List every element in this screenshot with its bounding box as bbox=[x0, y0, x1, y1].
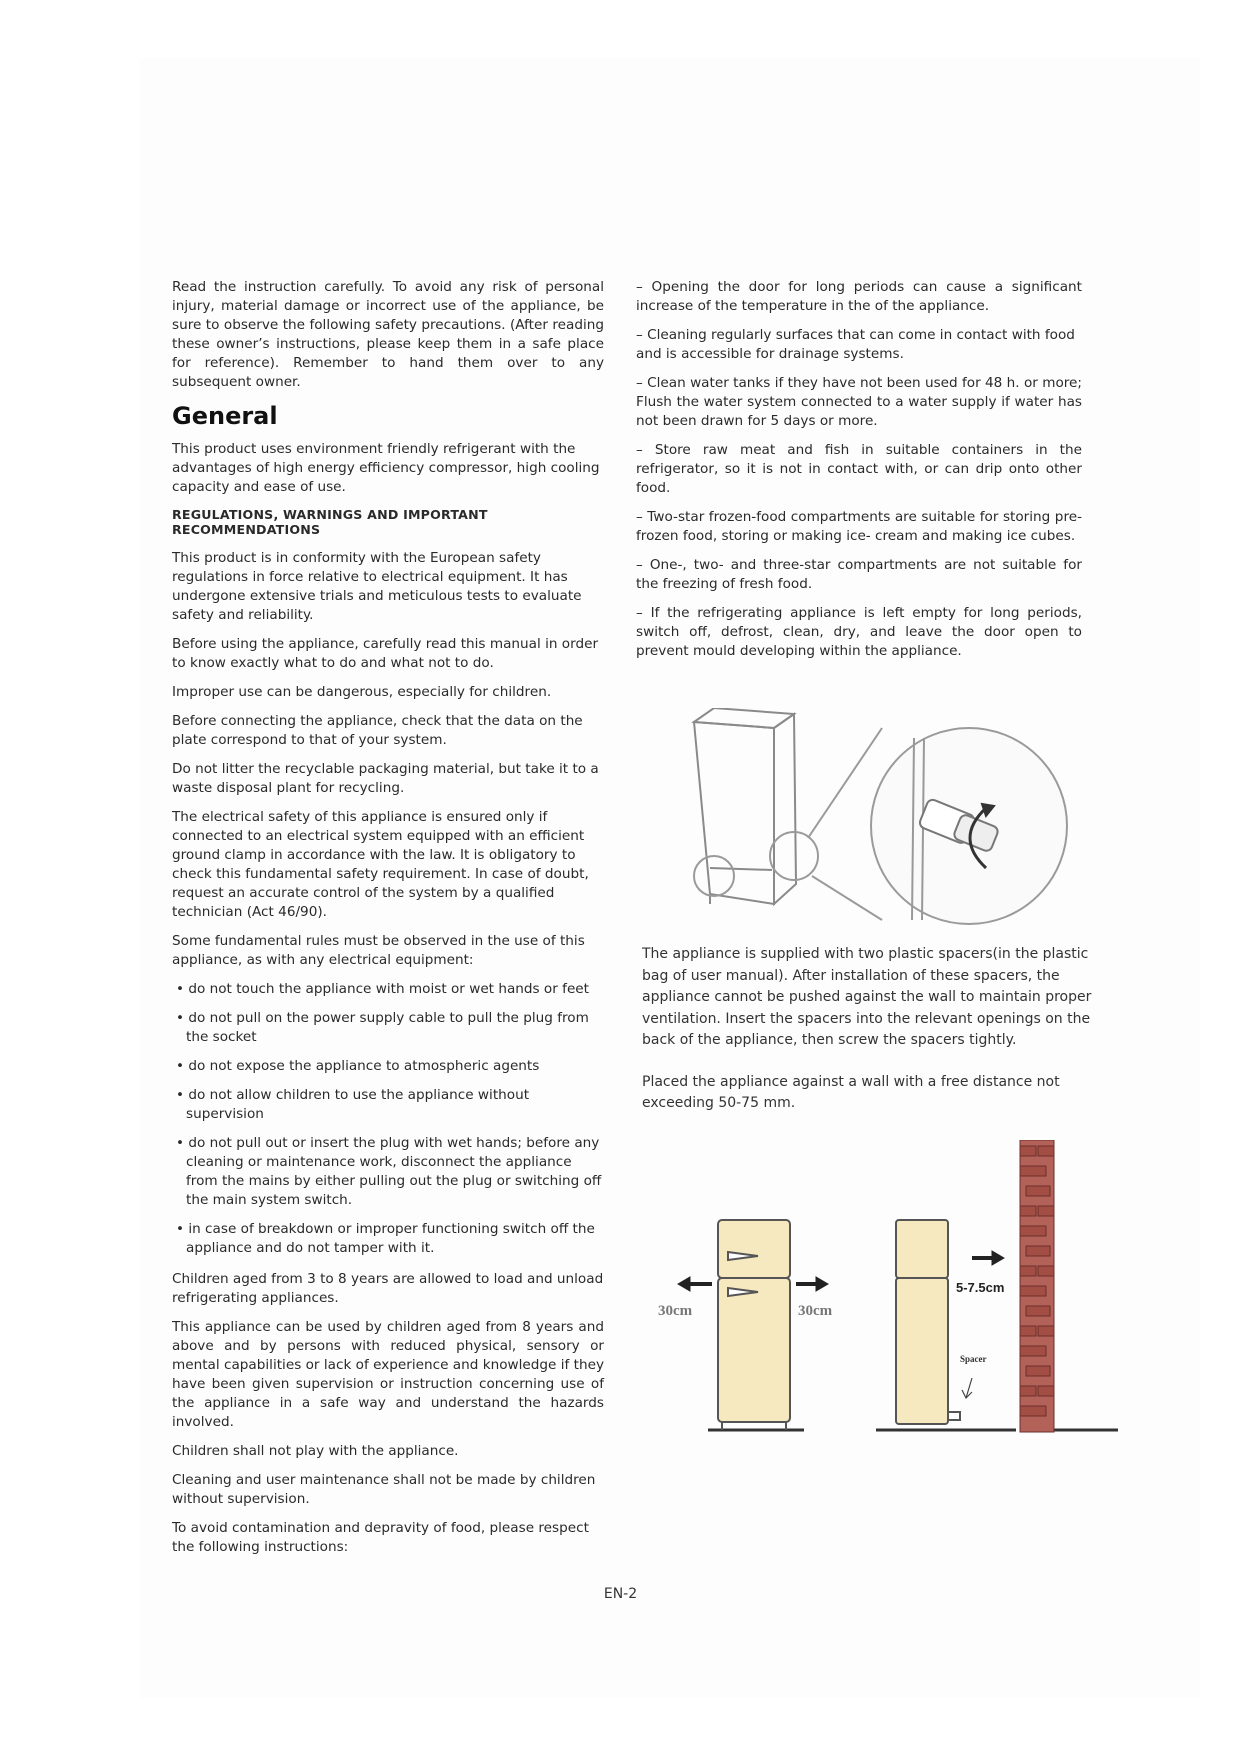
spacer-label: Spacer bbox=[960, 1354, 987, 1364]
wall-gap-label: 5-7.5cm bbox=[956, 1280, 1005, 1295]
regulations-p5: Do not litter the recyclable packaging material, but take it to a waste disposal plant for recycling. bbox=[172, 761, 599, 796]
food-instruction: – Cleaning regularly surfaces that can come in contact with food and is accessible for drainage systems. bbox=[636, 327, 1075, 362]
brick-wall bbox=[1020, 1140, 1054, 1432]
rule-text: do not expose the appliance to atmospheric agents bbox=[188, 1058, 540, 1074]
fridge-front bbox=[708, 1220, 804, 1430]
spacer-caption-p2: Placed the appliance against a wall with a free distance not exceeding 50-75 mm. bbox=[642, 1073, 1060, 1111]
clearance-figure bbox=[648, 1140, 1118, 1460]
regulations-p2: Before using the appliance, carefully read this manual in order to know exactly what to do and what not to do. bbox=[172, 636, 599, 671]
regulations-p1: This product is in conformity with the European safety regulations in force relative to electrical equipment. It has undergone extensive trials and meticulous tests to evaluate safety and reliability. bbox=[172, 550, 582, 623]
children-p4: Cleaning and user maintenance shall not be made by children without supervision. bbox=[172, 1472, 596, 1507]
list-item: • do not allow children to use the appliance without supervision bbox=[176, 1087, 530, 1122]
list-item: • do not touch the appliance with moist or wet hands or feet bbox=[176, 981, 589, 997]
rule-text: do not touch the appliance with moist or wet hands or feet bbox=[188, 981, 589, 997]
wall-arrow bbox=[972, 1251, 1004, 1265]
children-p3: Children shall not play with the appliance. bbox=[172, 1443, 459, 1459]
general-text: This product uses environment friendly refrigerant with the advantages of high energy efficiency compressor, high cooling capacity and ease of use. bbox=[172, 441, 600, 495]
food-instruction: – Two-star frozen-food compartments are suitable for storing pre-frozen food, storing or making ice- cream and making ice cubes. bbox=[636, 509, 1082, 544]
fridge-side bbox=[876, 1220, 1118, 1430]
spacer-pointer-icon bbox=[962, 1378, 972, 1398]
list-item: • do not expose the appliance to atmospheric agents bbox=[176, 1058, 540, 1074]
detail-callout bbox=[694, 728, 1067, 924]
list-item: • in case of breakdown or improper functioning switch off the appliance and do not tamper with it. bbox=[176, 1221, 595, 1256]
children-p1: Children aged from 3 to 8 years are allowed to load and unload refrigerating appliances. bbox=[172, 1271, 604, 1306]
regulations-p6: The electrical safety of this appliance is ensured only if connected to an electrical system equipped with an efficient ground clamp in accordance with the law. It is obligatory to check this fundamental safety requirement. In case of doubt, request an accurate control of the system by a qualified technician (Act 46/90). bbox=[172, 809, 589, 920]
spacer-caption bbox=[642, 944, 1092, 1135]
spacer-installation-figure bbox=[686, 708, 1086, 940]
right-column bbox=[636, 278, 1082, 671]
children-p2: This appliance can be used by children aged from 8 years and above and by persons with reduced physical, sensory or mental capabilities or lack of experience and knowledge if they have been given supervision or instruction concerning use of the appliance in a safe way and understand the hazards involved. bbox=[172, 1319, 604, 1430]
page-number: EN-2 bbox=[603, 1586, 638, 1602]
food-instruction: – Store raw meat and fish in suitable containers in the refrigerator, so it is not in contact with, or can drip onto other food. bbox=[636, 442, 1082, 496]
food-instruction: – Opening the door for long periods can cause a significant increase of the temperature in the of the appliance. bbox=[636, 279, 1082, 314]
right-gap-label: 30cm bbox=[798, 1303, 833, 1319]
food-instruction: – Clean water tanks if they have not been used for 48 h. or more; Flush the water system connected to a water supply if water has not been drawn for 5 days or more. bbox=[636, 375, 1082, 429]
food-instruction: – If the refrigerating appliance is left empty for long periods, switch off, defrost, clean, dry, and leave the door open to prevent mould developing within the appliance. bbox=[636, 605, 1082, 659]
food-instruction: – One-, two- and three-star compartments are not suitable for the freezing of fresh food. bbox=[636, 557, 1082, 592]
rule-text: do not allow children to use the appliance without supervision bbox=[186, 1087, 530, 1122]
left-column bbox=[172, 278, 604, 1567]
rule-text: do not pull on the power supply cable to pull the plug from the socket bbox=[186, 1010, 589, 1045]
clearance-arrow-left bbox=[678, 1277, 712, 1291]
regulations-p7: Some fundamental rules must be observed in the use of this appliance, as with any electrical equipment: bbox=[172, 933, 585, 968]
list-item: • do not pull on the power supply cable to pull the plug from the socket bbox=[176, 1010, 589, 1045]
regulations-p3: Improper use can be dangerous, especially for children. bbox=[172, 684, 552, 700]
rule-text: do not pull out or insert the plug with wet hands; before any cleaning or maintenance work, disconnect the appliance from the mains by either pulling out the plug or switching off the main system switch. bbox=[186, 1135, 602, 1208]
left-gap-label: 30cm bbox=[658, 1303, 693, 1319]
rule-text: in case of breakdown or improper functioning switch off the appliance and do not tamper with it. bbox=[186, 1221, 595, 1256]
list-item: • do not pull out or insert the plug with wet hands; before any cleaning or maintenance work, disconnect the appliance from the mains by either pulling out the plug or switching off the main system switch. bbox=[176, 1135, 602, 1208]
children-p5: To avoid contamination and depravity of food, please respect the following instructions: bbox=[172, 1520, 589, 1555]
rules-list bbox=[172, 980, 604, 1258]
spacer-caption-p1: The appliance is supplied with two plastic spacers(in the plastic bag of user manual). After installation of these spacers, the appliance cannot be pushed against the wall to maintain proper ventilation. Insert the spacers into the relevant openings on the back of the appliance, then screw the spacers tightly. bbox=[642, 946, 1092, 1048]
regulations-p4: Before connecting the appliance, check that the data on the plate correspond to that of your system. bbox=[172, 713, 583, 748]
clearance-arrow-right bbox=[796, 1277, 828, 1291]
regulations-heading: REGULATIONS, WARNINGS AND IMPORTANT RECOMMENDATIONS bbox=[172, 507, 488, 537]
fridge-side-drawing bbox=[694, 708, 796, 904]
intro-paragraph: Read the instruction carefully. To avoid any risk of personal injury, material damage or incorrect use of the appliance, be sure to observe the following safety precautions. (After reading these owner’s instructions, please keep them in a safe place for reference). Remember to hand them over to any subsequent owner. bbox=[172, 279, 604, 390]
general-heading: General bbox=[172, 402, 278, 430]
